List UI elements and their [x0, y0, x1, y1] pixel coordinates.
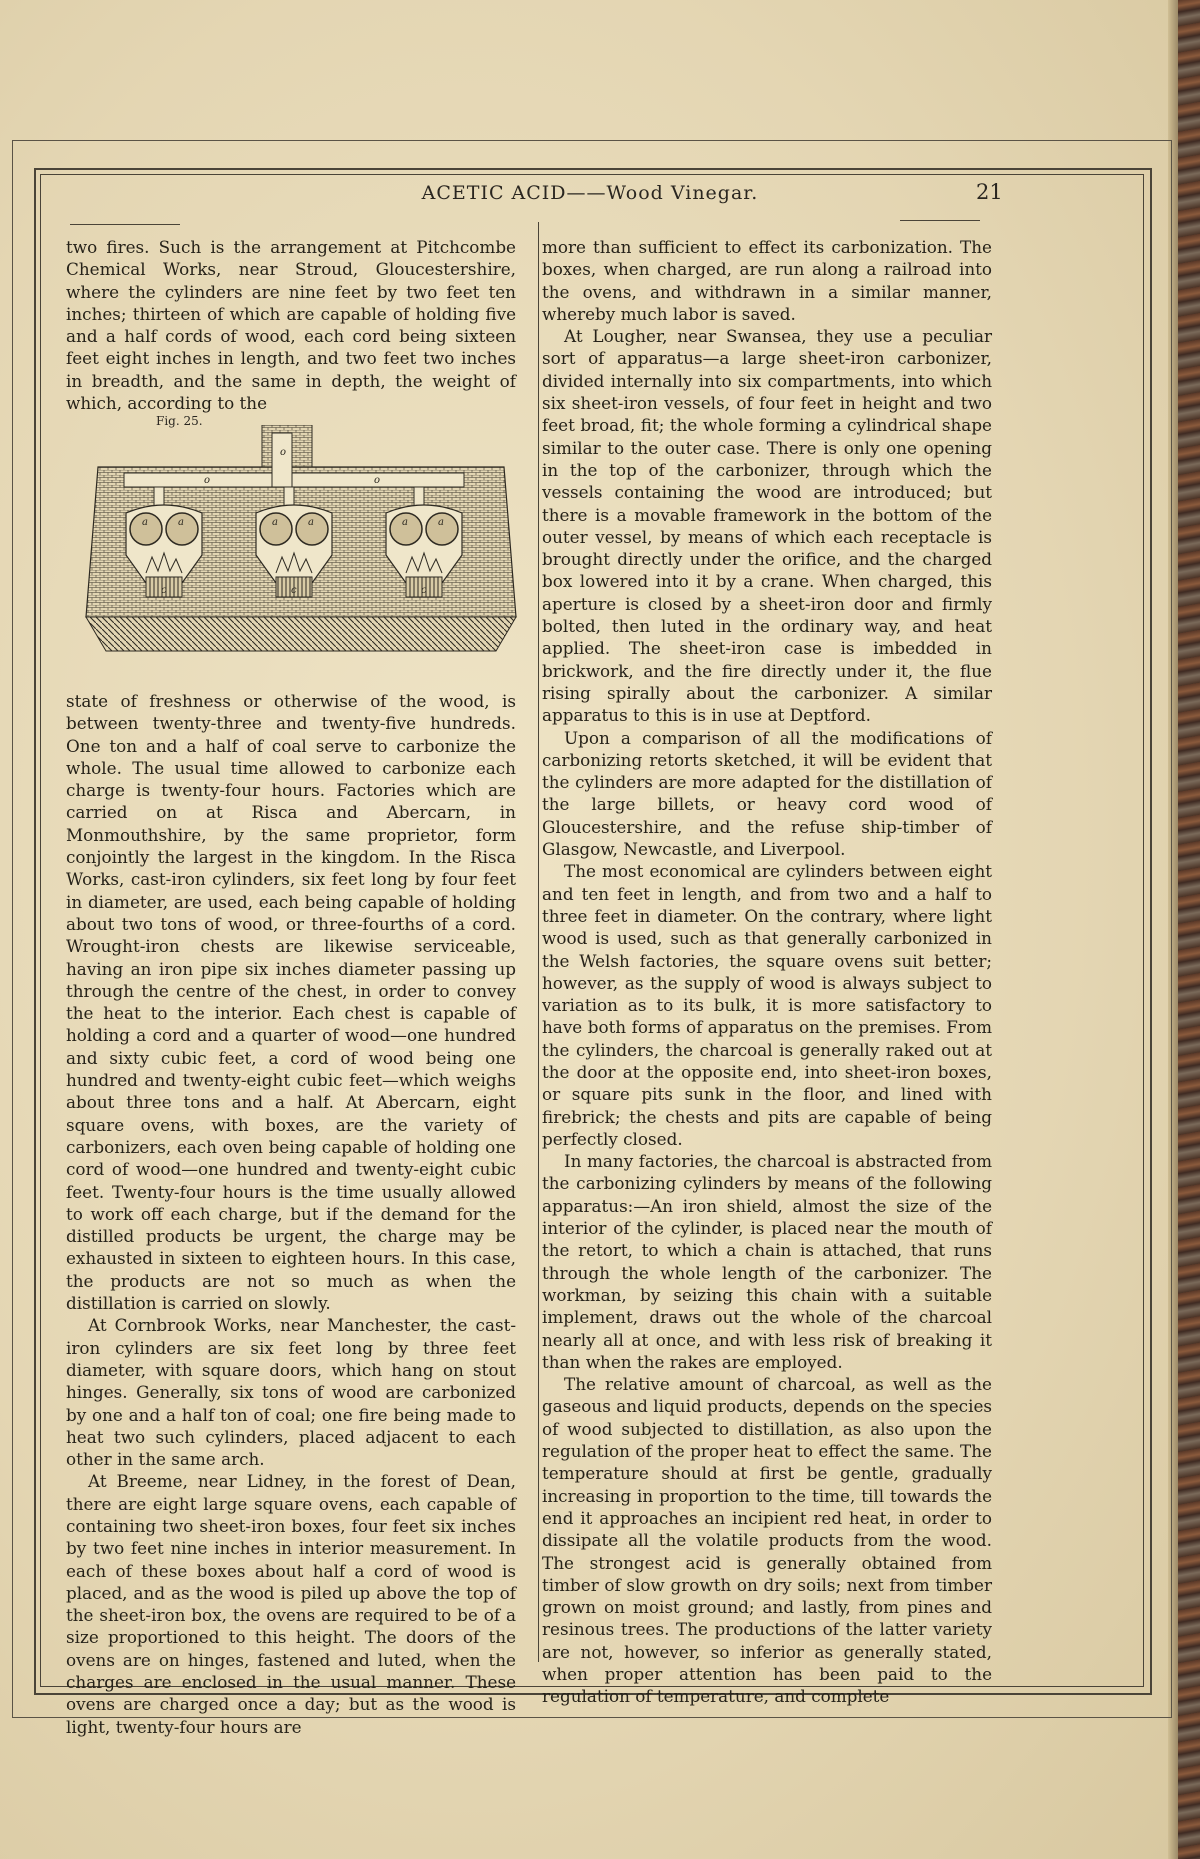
figure-letter: c — [291, 585, 297, 596]
carbonizing-ovens-figure — [84, 425, 524, 675]
ground-hatching — [86, 617, 516, 651]
figure-letter: a — [438, 517, 444, 528]
paragraph: In many factories, the charcoal is abstracted from the carbonizing cylinders by means of the following apparatus:—An iron shield, almost the size of the interior of the cylinder, is placed near the mouth of the retort, to which a chain is attached, that runs through the whole length of the carbonizer. The workman, by seizing this chain with a suitable implement, draws out the whole of the charcoal nearly all at once, and with less risk of breaking it than when the rakes are employed. — [542, 1151, 992, 1372]
figure-letter: a — [308, 517, 314, 528]
paragraph: At Cornbrook Works, near Manchester, the cast-iron cylinders are six feet long by three feet diameter, with square doors, which hang on stout hinges. Generally, six tons of wood are carbonized by one and a half ton of coal; one fire being made to heat two such cylinders, placed adjacent to each other in the same arch. — [66, 1315, 516, 1470]
paragraph: The relative amount of charcoal, as well as the gaseous and liquid products, depends on the species of wood subjected to distillation, as also upon the regulation of the proper heat to effect the same. The temperature should at first be gentle, gradually increasing in proportion to the time, till towards the end it approaches an incipient red heat, in order to dissipate all the volatile products from the wood. The strongest acid is generally obtained from timber of slow growth on dry soils; next from timber grown on moist ground; and lastly, from pines and resinous trees. The productions of the latter variety are not, however, so inferior as generally stated, when proper attention has been paid to the regulation of temperature, and complete — [542, 1374, 992, 1707]
figure-letter: a — [402, 517, 408, 528]
figure-letter: c — [161, 585, 167, 596]
figure-letter: o — [374, 475, 381, 486]
paragraph: state of freshness or otherwise of the wood, is between twenty-three and twenty-five hundreds. One ton and a half of coal serve to carbonize the whole. The usual time allowed to carbonize each charge is twenty-four hours. Factories which are carried on at Risca and Abercarn, in Monmouthshire, by the same proprietor, form conjointly the largest in the kingdom. In the Risca Works, cast-iron cylinders, six feet long by four feet in diameter, are used, each being capable of holding about two tons of wood, or three-fourths of a cord. Wrought-iron chests are likewise serviceable, having an iron pipe six inches diameter passing up through the centre of the chest, in order to convey the heat to the interior. Each chest is capable of holding a cord and a quarter of wood—one hundred and sixty cubic feet, a cord of wood being one hundred and twenty-eight cubic feet—which weighs about three tons and a half. At Abercarn, eight square ovens, with boxes, are the variety of carbonizers, each oven being capable of holding one cord of wood—one hundred and twenty-eight cubic feet. Twenty-four hours is the time usually allowed to work off each charge, but if the demand for the distilled products be urgent, the charge may be exhausted in sixteen to eighteen hours. In this case, the products are not so much as when the distillation is carried on slowly. — [66, 691, 516, 1314]
running-header: ACETIC ACID——Wood Vinegar. — [421, 182, 759, 204]
left-column-top — [66, 236, 516, 414]
paragraph: Upon a comparison of all the modifications of carbonizing retorts sketched, it will be evident that the cylinders are more adapted for the distillation of the large billets, or heavy cord wood of Gloucestershire, and the refuse ship-timber of Glasgow, Newcastle, and Liverpool. — [542, 727, 992, 860]
flue-riser — [272, 433, 292, 487]
figure-letter: a — [142, 517, 148, 528]
paragraph: The most economical are cylinders between eight and ten feet in length, and from two and a half to three feet in diameter. On the contrary, where light wood is used, such as that generally carbonized in the Welsh factories, the square ovens suit better; however, as the supply of wood is always subject to variation as to its bulk, it is more satisfactory to have both forms of apparatus on the premises. From the cylinders, the charcoal is generally raked out at the door at the opposite end, into sheet-iron boxes, or square pits sunk in the floor, and lined with firebrick; the chests and pits are capable of being perfectly closed. — [542, 861, 992, 1149]
column-divider — [538, 222, 539, 1662]
paragraph: At Lougher, near Swansea, they use a peculiar sort of apparatus—a large sheet-iron carbonizer, divided internally into six compartments, into which six sheet-iron vessels, of four feet in height and two feet broad, fit; the whole forming a cylindrical shape similar to the outer case. There is only one opening in the top of the carbonizer, through which the vessels containing the wood are introduced; but there is a movable framework in the bottom of the outer vessel, by means of which each receptacle is brought directly under the orifice, and the charged box lowered into it by a crane. When charged, this aperture is closed by a sheet-iron door and firmly bolted, then luted in the ordinary way, and heat applied. The sheet-iron case is imbedded in brickwork, and the fire directly under it, the flue rising spirally about the carbonizer. A similar apparatus to this is in use at Deptford. — [542, 326, 992, 726]
figure-letter: a — [178, 517, 184, 528]
figure-label: Fig. 25. — [156, 414, 203, 428]
figure-letter: o — [204, 475, 211, 486]
marbled-book-edge — [1178, 0, 1200, 1859]
flue-duct — [124, 473, 464, 487]
left-column — [66, 690, 516, 1738]
right-column — [542, 236, 992, 1708]
figure-letter: c — [421, 585, 427, 596]
header-rule-left — [70, 224, 180, 225]
page-number: 21 — [976, 180, 1003, 204]
paragraph: more than sufficient to effect its carbonization. The boxes, when charged, are run along a railroad into the ovens, and withdrawn in a similar manner, whereby much labor is saved. — [542, 237, 992, 324]
paragraph: At Breeme, near Lidney, in the forest of Dean, there are eight large square ovens, each capable of containing two sheet-iron boxes, four feet six inches by two feet nine inches in interior measurement. In each of these boxes about half a cord of wood is placed, and as the wood is piled up above the top of the sheet-iron box, the ovens are required to be of a size proportioned to this height. The doors of the ovens are on hinges, fastened and luted, when the charges are enclosed in the usual manner. These ovens are charged once a day; but as the wood is light, twenty-four hours are — [66, 1471, 516, 1737]
header-rule-right — [900, 220, 980, 221]
figure-letter: a — [272, 517, 278, 528]
figure-letter: o — [280, 447, 287, 458]
paragraph: two fires. Such is the arrangement at Pitchcombe Chemical Works, near Stroud, Gloucestershire, where the cylinders are nine feet by two feet ten inches; thirteen of which are capable of holding five and a half cords of wood, each cord being sixteen feet eight inches in length, and two feet two inches in breadth, and the same in depth, the weight of which, according to the — [66, 237, 516, 414]
